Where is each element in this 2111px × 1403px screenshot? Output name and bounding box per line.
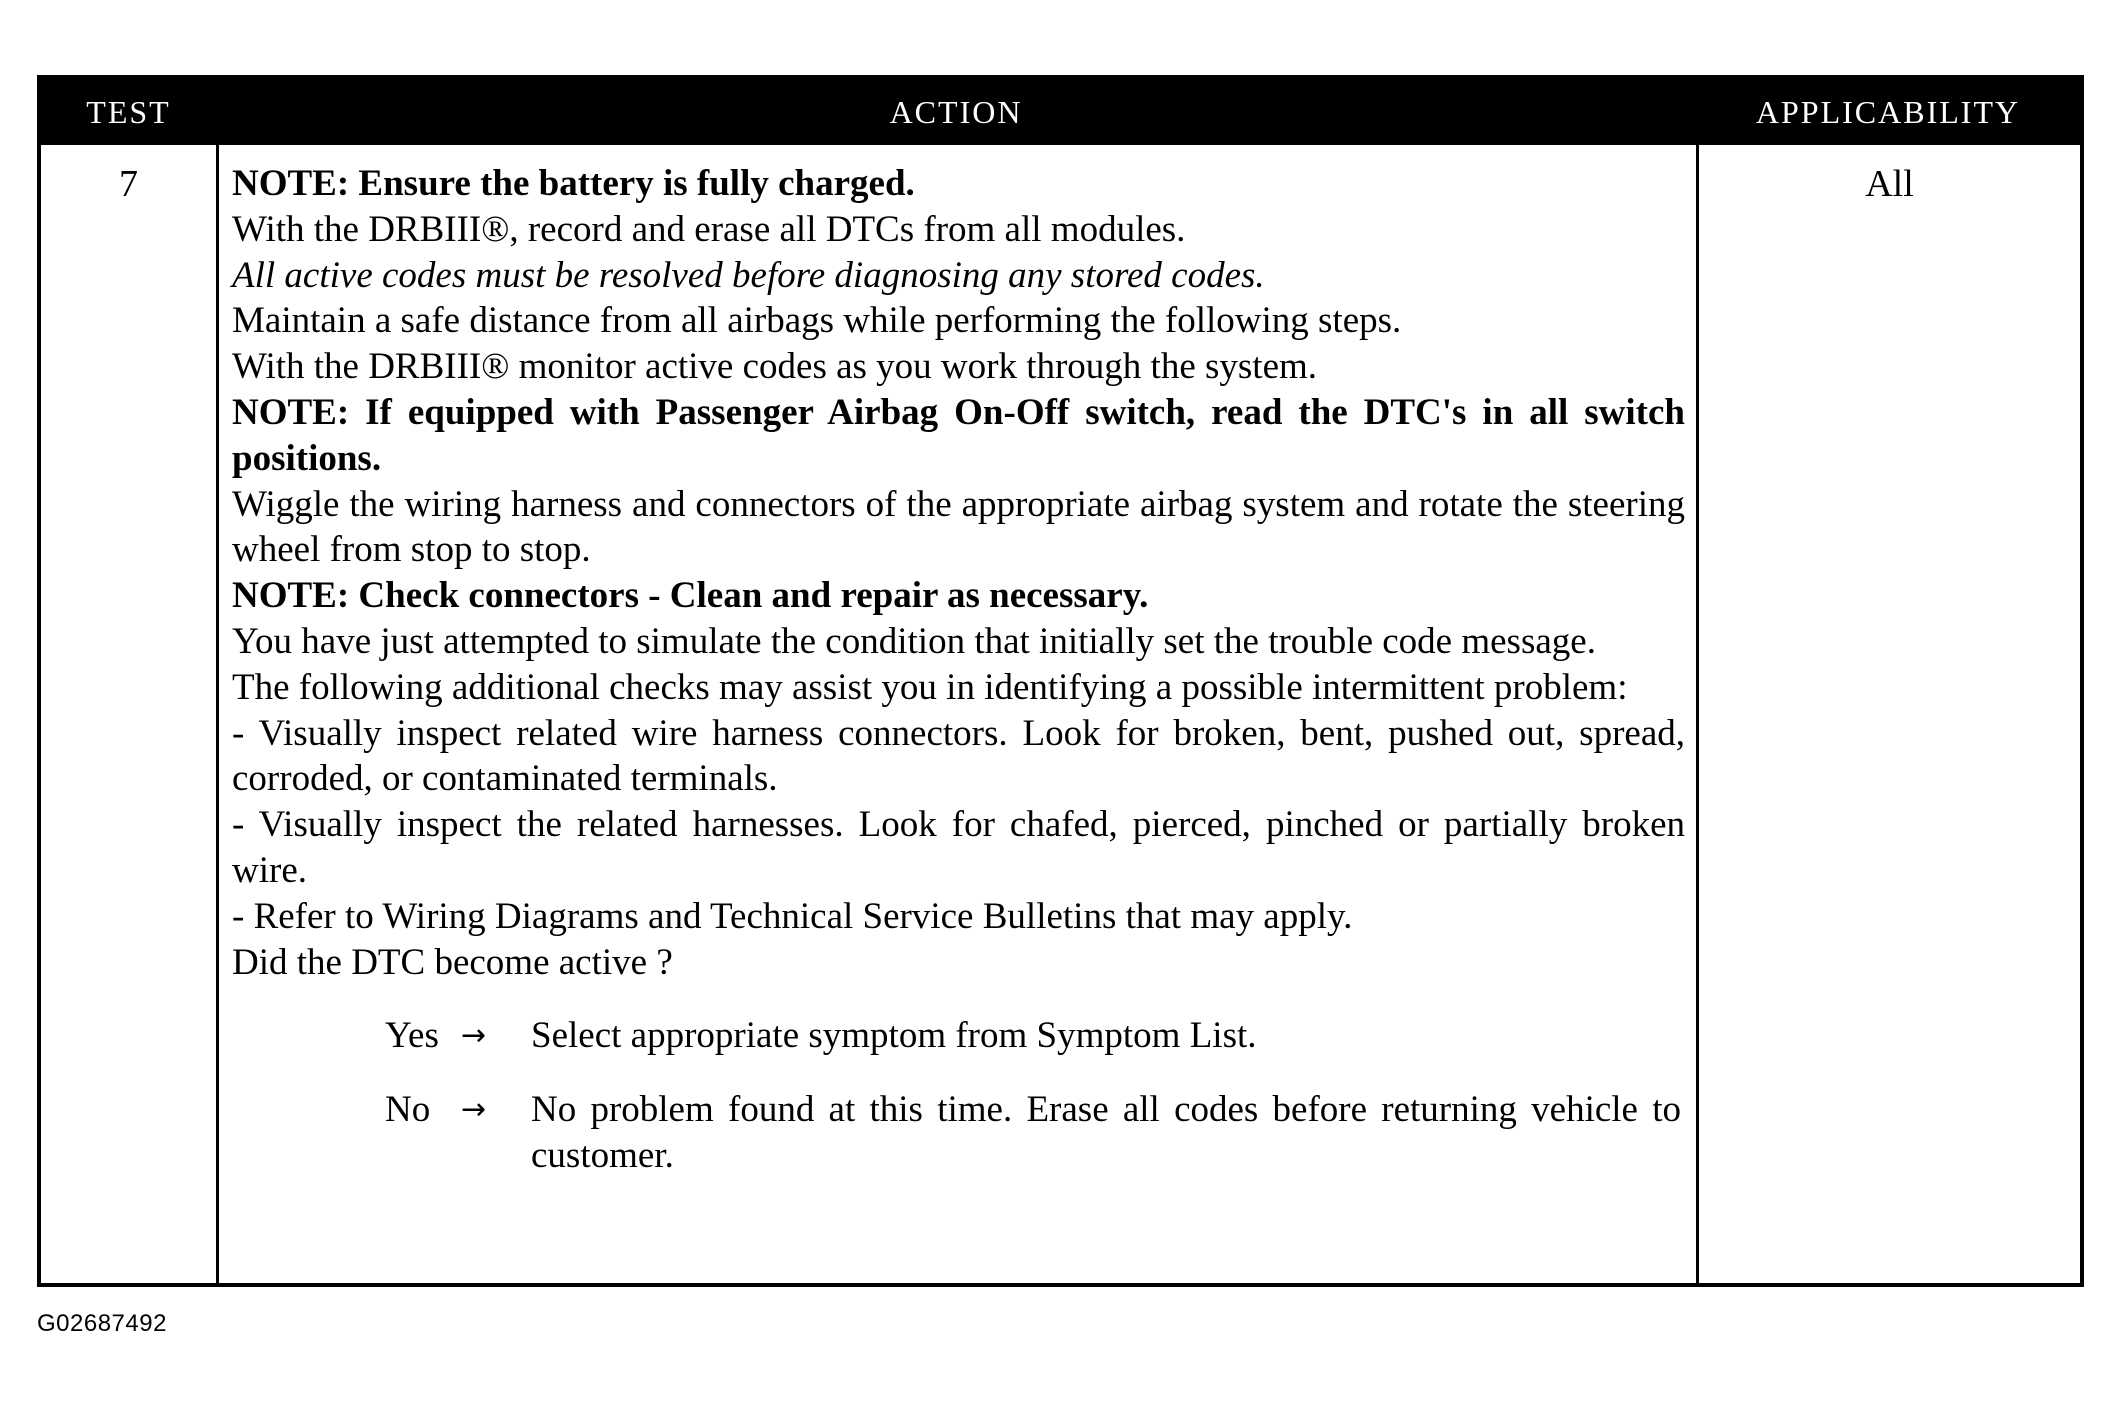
table-header-row: [41, 79, 2080, 145]
column-divider-action-applicability: [1696, 145, 1699, 1283]
diagnostic-test-table: [37, 75, 2084, 1287]
column-divider-test-action: [216, 145, 219, 1283]
question-dtc-active: Did the DTC become active ?: [232, 941, 673, 983]
note-check-connectors: NOTE: Check connectors - Clean and repair as necessary.: [232, 575, 1149, 617]
header-action: ACTION: [889, 94, 1023, 130]
action-cell: [232, 161, 1685, 1179]
step-safe-distance: Maintain a safe distance from all airbags while performing the following steps.: [232, 300, 1402, 342]
header-applicability: APPLICABILITY: [1755, 94, 2021, 130]
check-refer-diagrams: - Refer to Wiring Diagrams and Technical Service Bulletins that may apply.: [232, 895, 1353, 937]
step-monitor-active-codes: With the DRBIII® monitor active codes as you work through the system.: [232, 346, 1318, 388]
figure-id: G02687492: [37, 1310, 167, 1337]
choice-no-label: No: [385, 1089, 431, 1131]
choice-no-text: No problem found at this time. Erase all codes before returning vehicle to customer.: [531, 1089, 1681, 1176]
step-resolve-active-codes: All active codes must be resolved before diagnosing any stored codes.: [232, 254, 1265, 296]
choice-yes: [385, 1013, 1685, 1059]
step-record-erase-dtcs: With the DRBIII®, record and erase all DTCs from all modules.: [232, 208, 1186, 250]
choice-yes-label: Yes: [385, 1015, 439, 1057]
note-passenger-airbag-switch: NOTE: If equipped with Passenger Airbag On-Off switch, read the DTC's in all switch positions.: [232, 391, 1685, 479]
step-additional-checks: The following additional checks may assist you in identifying a possible intermittent problem:: [232, 666, 1628, 708]
check-inspect-connectors: - Visually inspect related wire harness connectors. Look for broken, bent, pushed out, spread, corroded, or contaminated terminals.: [232, 712, 1685, 800]
right-arrow-icon: →: [461, 1092, 487, 1128]
step-simulate-condition: You have just attempted to simulate the condition that initially set the trouble code message.: [232, 620, 1596, 662]
applicability-value: All: [1865, 163, 1914, 205]
test-number: 7: [119, 163, 138, 205]
choice-no: [385, 1087, 1685, 1179]
header-test: TEST: [86, 94, 171, 130]
choice-yes-text: Select appropriate symptom from Symptom List.: [531, 1015, 1257, 1057]
check-inspect-harnesses: - Visually inspect the related harnesses. Look for chafed, pierced, pinched or partially broken wire.: [232, 804, 1685, 891]
right-arrow-icon: →: [461, 1018, 487, 1054]
step-wiggle-harness: Wiggle the wiring harness and connectors of the appropriate airbag system and rotate the steering wheel from stop to stop.: [232, 483, 1685, 571]
note-battery: NOTE: Ensure the battery is fully charged.: [232, 163, 915, 204]
